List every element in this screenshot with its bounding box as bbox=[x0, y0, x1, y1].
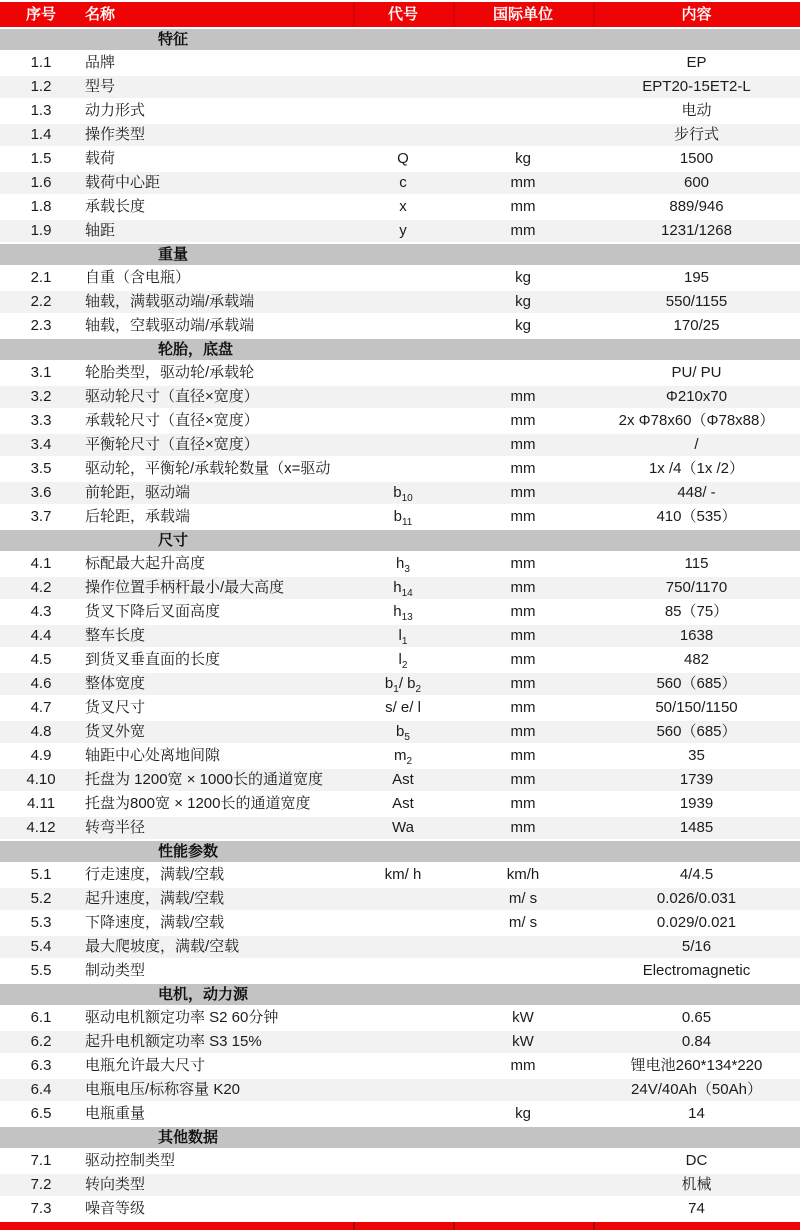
cell-value: 35 bbox=[688, 747, 705, 764]
cell-unit bbox=[453, 1079, 593, 1101]
cell-name: 驱动轮尺寸（直径×宽度） bbox=[85, 388, 259, 405]
cell-symbol: Q bbox=[397, 150, 409, 167]
cell-name: 驱动轮，平衡轮/承载轮数量（x=驱动 bbox=[85, 460, 331, 477]
footer-bar bbox=[0, 1222, 800, 1230]
cell-symbol: $b_1/$ $b_2$ bbox=[384, 675, 422, 695]
cell-index: 3.6 bbox=[30, 484, 52, 501]
cell-name: 轮胎类型，驱动轮/承载轮 bbox=[85, 364, 255, 381]
cell-symbol bbox=[353, 912, 453, 934]
cell-value: 1739 bbox=[679, 771, 714, 788]
cell-name: 驱动控制类型 bbox=[85, 1152, 176, 1169]
cell-value: 步行式 bbox=[673, 126, 719, 143]
cell-name: 托盘为 1200宽 × 1000长的通道宽度 bbox=[85, 771, 324, 788]
cell-value: 550/1155 bbox=[665, 293, 728, 310]
cell-name: 电瓶电压/标称容量 K20 bbox=[85, 1081, 241, 1098]
cell-unit: mm bbox=[510, 795, 536, 812]
cell-unit bbox=[453, 1174, 593, 1196]
header-divider bbox=[453, 2, 455, 27]
cell-name: 整车长度 bbox=[85, 627, 146, 644]
spec-row bbox=[0, 386, 800, 408]
cell-index: 6.3 bbox=[30, 1057, 52, 1074]
spec-row bbox=[0, 1079, 800, 1101]
spec-row bbox=[0, 1055, 800, 1077]
cell-name: 自重（含电瓶） bbox=[85, 269, 191, 286]
cell-unit: mm bbox=[510, 747, 536, 764]
cell-symbol bbox=[353, 1007, 453, 1029]
spec-row bbox=[0, 793, 800, 815]
cell-unit bbox=[453, 1198, 593, 1220]
cell-index: 4.10 bbox=[26, 771, 56, 788]
cell-name: 前轮距，驱动端 bbox=[85, 484, 191, 501]
cell-symbol bbox=[353, 888, 453, 910]
cell-value: 560（685） bbox=[656, 675, 737, 692]
cell-name: 货叉下降后叉面高度 bbox=[85, 603, 221, 620]
cell-name: 噪音等级 bbox=[85, 1200, 146, 1217]
cell-index: 4.12 bbox=[26, 819, 56, 836]
footer-divider bbox=[593, 1222, 595, 1230]
footer-divider bbox=[353, 1222, 355, 1230]
cell-name: 行走速度，满载/空载 bbox=[85, 866, 225, 883]
cell-symbol: Wa bbox=[392, 819, 414, 836]
cell-index: 7.2 bbox=[30, 1176, 52, 1193]
cell-unit: mm bbox=[510, 771, 536, 788]
cell-symbol: $b_{10}$ bbox=[393, 484, 413, 504]
cell-symbol: $b_5$ bbox=[396, 723, 410, 743]
spec-row bbox=[0, 864, 800, 886]
cell-name: 起升电机额定功率 S3 15% bbox=[85, 1033, 262, 1050]
cell-name: 起升速度，满载/空载 bbox=[85, 890, 225, 907]
header-divider bbox=[353, 2, 355, 27]
cell-name: 轴距 bbox=[85, 222, 116, 239]
spec-row bbox=[0, 434, 800, 456]
cell-unit: mm bbox=[510, 579, 536, 596]
table-body bbox=[0, 29, 800, 1222]
spec-row bbox=[0, 577, 800, 599]
section-header: 轮胎，底盘 bbox=[0, 339, 800, 360]
cell-unit: mm bbox=[510, 1057, 536, 1074]
cell-name: 托盘为800宽 × 1200长的通道宽度 bbox=[85, 795, 311, 812]
cell-unit: mm bbox=[510, 508, 536, 525]
cell-symbol: Ast bbox=[392, 795, 414, 812]
cell-symbol: $h_3$ bbox=[396, 555, 410, 575]
cell-value: 0.84 bbox=[681, 1033, 712, 1050]
cell-index: 6.4 bbox=[30, 1081, 52, 1098]
cell-symbol bbox=[353, 386, 453, 408]
cell-symbol: $m_2$ bbox=[393, 747, 413, 767]
cell-index: 7.3 bbox=[30, 1200, 52, 1217]
spec-row bbox=[0, 553, 800, 575]
cell-value: 482 bbox=[683, 651, 710, 668]
cell-symbol bbox=[353, 1150, 453, 1172]
section-header: 其他数据 bbox=[0, 1127, 800, 1148]
cell-index: 4.11 bbox=[26, 795, 56, 812]
cell-symbol bbox=[353, 936, 453, 958]
spec-row bbox=[0, 1007, 800, 1029]
cell-value: 115 bbox=[684, 555, 709, 572]
spec-row bbox=[0, 52, 800, 74]
cell-value: Φ210x70 bbox=[665, 388, 728, 405]
cell-symbol bbox=[353, 434, 453, 456]
spec-row bbox=[0, 912, 800, 934]
cell-unit bbox=[453, 936, 593, 958]
cell-unit: kW bbox=[512, 1009, 534, 1026]
cell-symbol bbox=[353, 1198, 453, 1220]
cell-value: 1939 bbox=[679, 795, 714, 812]
cell-unit: mm bbox=[510, 388, 536, 405]
cell-unit: mm bbox=[510, 699, 536, 716]
cell-unit: mm bbox=[510, 819, 536, 836]
cell-value: / bbox=[694, 436, 699, 453]
cell-value: 1485 bbox=[679, 819, 714, 836]
spec-row bbox=[0, 769, 800, 791]
cell-index: 1.2 bbox=[30, 78, 52, 95]
spec-row bbox=[0, 148, 800, 170]
cell-index: 1.4 bbox=[30, 126, 52, 143]
cell-name: 轴距中心处离地间隙 bbox=[85, 747, 221, 764]
cell-unit: mm bbox=[510, 174, 536, 191]
cell-unit: mm bbox=[510, 651, 536, 668]
cell-unit: mm bbox=[510, 627, 536, 644]
spec-row bbox=[0, 1174, 800, 1196]
cell-unit bbox=[453, 1150, 593, 1172]
cell-value: 750/1170 bbox=[665, 579, 728, 596]
cell-symbol bbox=[353, 52, 453, 74]
cell-index: 5.5 bbox=[30, 962, 52, 979]
spec-row bbox=[0, 124, 800, 146]
cell-name: 货叉尺寸 bbox=[85, 699, 146, 716]
cell-name: 载荷中心距 bbox=[85, 174, 161, 191]
cell-index: 6.2 bbox=[30, 1033, 52, 1050]
spec-row bbox=[0, 649, 800, 671]
cell-name: 载荷 bbox=[85, 150, 116, 167]
cell-unit: mm bbox=[510, 222, 536, 239]
cell-index: 5.4 bbox=[30, 938, 52, 955]
cell-unit: mm bbox=[510, 603, 536, 620]
cell-index: 5.1 bbox=[30, 866, 52, 883]
cell-value: 74 bbox=[688, 1200, 705, 1217]
cell-index: 6.1 bbox=[30, 1009, 52, 1026]
footer-divider bbox=[453, 1222, 455, 1230]
cell-index: 3.4 bbox=[30, 436, 52, 453]
cell-index: 1.3 bbox=[30, 102, 52, 119]
cell-symbol: $h_{14}$ bbox=[393, 579, 413, 599]
cell-name: 制动类型 bbox=[85, 962, 146, 979]
cell-unit bbox=[453, 52, 593, 74]
cell-symbol: $b_{11}$ bbox=[393, 508, 413, 528]
cell-index: 1.6 bbox=[30, 174, 52, 191]
cell-index: 4.6 bbox=[30, 675, 52, 692]
cell-name: 电瓶重量 bbox=[85, 1105, 146, 1122]
cell-symbol bbox=[353, 1103, 453, 1125]
cell-unit: kW bbox=[512, 1033, 534, 1050]
cell-name: 转弯半径 bbox=[85, 819, 146, 836]
cell-unit bbox=[453, 100, 593, 122]
cell-symbol bbox=[353, 100, 453, 122]
col-header-unit: 国际单位 bbox=[492, 6, 553, 23]
cell-name: 轴载，满载驱动端/承载端 bbox=[85, 293, 255, 310]
cell-index: 4.2 bbox=[30, 579, 52, 596]
cell-unit bbox=[453, 960, 593, 982]
cell-symbol bbox=[353, 1174, 453, 1196]
cell-symbol bbox=[353, 291, 453, 313]
spec-row bbox=[0, 458, 800, 480]
cell-value: 1500 bbox=[679, 150, 714, 167]
cell-value: 锂电池260*134*220 bbox=[630, 1057, 763, 1074]
cell-value: 170/25 bbox=[673, 317, 720, 334]
spec-row bbox=[0, 888, 800, 910]
cell-symbol: Ast bbox=[392, 771, 414, 788]
cell-name: 轴载，空载驱动端/承载端 bbox=[85, 317, 255, 334]
spec-row bbox=[0, 625, 800, 647]
cell-unit bbox=[453, 362, 593, 384]
cell-index: 7.1 bbox=[30, 1152, 52, 1169]
cell-unit: mm bbox=[510, 436, 536, 453]
cell-value: EPT20-15ET2-L bbox=[642, 78, 751, 95]
cell-unit: km/h bbox=[506, 866, 540, 883]
cell-name: 承载轮尺寸（直径×宽度） bbox=[85, 412, 259, 429]
cell-symbol: s/ e/ l bbox=[385, 699, 421, 716]
cell-symbol: $h_{13}$ bbox=[393, 603, 413, 623]
cell-name: 后轮距，承载端 bbox=[85, 508, 191, 525]
cell-unit: kg bbox=[515, 150, 531, 167]
spec-row bbox=[0, 76, 800, 98]
cell-value: 5/16 bbox=[681, 938, 712, 955]
cell-value: 50/150/1150 bbox=[655, 699, 738, 716]
section-header: 特征 bbox=[0, 29, 800, 50]
cell-value: 0.026/0.031 bbox=[656, 890, 737, 907]
cell-index: 1.9 bbox=[30, 222, 52, 239]
cell-index: 4.4 bbox=[30, 627, 52, 644]
cell-name: 标配最大起升高度 bbox=[85, 555, 206, 572]
cell-symbol: $l_1$ bbox=[398, 627, 408, 647]
cell-symbol: c bbox=[399, 174, 407, 191]
col-header-symbol: 代号 bbox=[387, 6, 418, 23]
cell-name: 到货叉垂直面的长度 bbox=[85, 651, 221, 668]
spec-row bbox=[0, 172, 800, 194]
cell-value: 448/ - bbox=[677, 484, 716, 501]
cell-index: 1.1 bbox=[30, 54, 52, 71]
cell-name: 操作类型 bbox=[85, 126, 146, 143]
cell-name: 型号 bbox=[85, 78, 116, 95]
cell-name: 下降速度，满载/空载 bbox=[85, 914, 225, 931]
cell-unit: mm bbox=[510, 198, 536, 215]
cell-index: 3.2 bbox=[30, 388, 52, 405]
spec-row bbox=[0, 817, 800, 839]
cell-name: 操作位置手柄杆最小/最大高度 bbox=[85, 579, 285, 596]
cell-index: 2.1 bbox=[30, 269, 52, 286]
cell-unit: mm bbox=[510, 460, 536, 477]
cell-name: 承载长度 bbox=[85, 198, 146, 215]
cell-unit: kg bbox=[515, 1105, 531, 1122]
spec-row bbox=[0, 196, 800, 218]
cell-index: 2.2 bbox=[30, 293, 52, 310]
cell-symbol bbox=[353, 76, 453, 98]
cell-symbol bbox=[353, 1031, 453, 1053]
spec-row bbox=[0, 1198, 800, 1220]
cell-index: 3.5 bbox=[30, 460, 52, 477]
cell-index: 3.1 bbox=[30, 364, 52, 381]
spec-row bbox=[0, 482, 800, 504]
cell-unit: mm bbox=[510, 484, 536, 501]
spec-row bbox=[0, 362, 800, 384]
col-header-name: 名称 bbox=[85, 6, 116, 23]
cell-index: 4.3 bbox=[30, 603, 52, 620]
spec-row bbox=[0, 601, 800, 623]
cell-symbol bbox=[353, 960, 453, 982]
cell-name: 电瓶允许最大尺寸 bbox=[85, 1057, 206, 1074]
cell-symbol: $l_2$ bbox=[398, 651, 408, 671]
cell-value: 0.029/0.021 bbox=[656, 914, 737, 931]
cell-symbol bbox=[353, 458, 453, 480]
section-header: 尺寸 bbox=[0, 530, 800, 551]
spec-row bbox=[0, 697, 800, 719]
cell-value: 195 bbox=[683, 269, 710, 286]
cell-unit: m/ s bbox=[508, 890, 538, 907]
cell-index: 4.7 bbox=[30, 699, 52, 716]
cell-value: 1638 bbox=[679, 627, 714, 644]
col-header-value: 内容 bbox=[681, 6, 712, 23]
spec-row bbox=[0, 267, 800, 289]
cell-index: 4.5 bbox=[30, 651, 52, 668]
spec-row bbox=[0, 220, 800, 242]
cell-name: 货叉外宽 bbox=[85, 723, 146, 740]
section-header: 重量 bbox=[0, 244, 800, 265]
cell-index: 4.8 bbox=[30, 723, 52, 740]
cell-unit: mm bbox=[510, 675, 536, 692]
cell-unit: kg bbox=[515, 293, 531, 310]
cell-value: 1231/1268 bbox=[661, 222, 732, 239]
cell-unit: kg bbox=[515, 317, 531, 334]
cell-unit: mm bbox=[510, 412, 536, 429]
cell-name: 最大爬坡度，满载/空载 bbox=[85, 938, 240, 955]
cell-value: 85（75） bbox=[664, 603, 729, 620]
cell-symbol bbox=[353, 124, 453, 146]
spec-row bbox=[0, 745, 800, 767]
cell-index: 1.5 bbox=[30, 150, 52, 167]
cell-name: 整体宽度 bbox=[85, 675, 146, 692]
cell-value: EP bbox=[686, 54, 707, 71]
spec-row bbox=[0, 100, 800, 122]
cell-unit bbox=[453, 124, 593, 146]
col-header-index: 序号 bbox=[25, 6, 56, 23]
spec-row bbox=[0, 1031, 800, 1053]
cell-index: 4.9 bbox=[30, 747, 52, 764]
spec-row bbox=[0, 506, 800, 528]
cell-name: 平衡轮尺寸（直径×宽度） bbox=[85, 436, 259, 453]
cell-name: 品牌 bbox=[85, 54, 116, 71]
cell-value: 600 bbox=[683, 174, 710, 191]
cell-value: 14 bbox=[688, 1105, 705, 1122]
cell-value: 24V/40Ah（50Ah） bbox=[631, 1081, 762, 1098]
cell-value: 410（535） bbox=[656, 508, 737, 525]
cell-name: 动力形式 bbox=[85, 102, 146, 119]
cell-value: 4/4.5 bbox=[679, 866, 714, 883]
cell-symbol: km/ h bbox=[384, 866, 422, 883]
cell-value: PU/ PU bbox=[671, 364, 722, 381]
cell-index: 2.3 bbox=[30, 317, 52, 334]
cell-value: 2x Φ78x60（Φ78x88） bbox=[618, 412, 775, 429]
cell-symbol bbox=[353, 410, 453, 432]
cell-value: 电动 bbox=[681, 102, 712, 119]
spec-row bbox=[0, 410, 800, 432]
cell-name: 驱动电机额定功率 S2 60分钟 bbox=[85, 1009, 279, 1026]
cell-index: 4.1 bbox=[30, 555, 52, 572]
spec-row bbox=[0, 315, 800, 337]
cell-unit: mm bbox=[510, 555, 536, 572]
cell-symbol bbox=[353, 362, 453, 384]
section-header: 电机，动力源 bbox=[0, 984, 800, 1005]
cell-symbol: y bbox=[399, 222, 407, 239]
cell-value: 机械 bbox=[681, 1176, 712, 1193]
cell-value: DC bbox=[685, 1152, 708, 1169]
cell-value: 560（685） bbox=[656, 723, 737, 740]
spec-row bbox=[0, 291, 800, 313]
cell-symbol bbox=[353, 1055, 453, 1077]
cell-unit: m/ s bbox=[508, 914, 538, 931]
cell-index: 5.3 bbox=[30, 914, 52, 931]
cell-index: 1.8 bbox=[30, 198, 52, 215]
cell-index: 5.2 bbox=[30, 890, 52, 907]
cell-unit bbox=[453, 76, 593, 98]
spec-row bbox=[0, 1150, 800, 1172]
spec-row bbox=[0, 721, 800, 743]
cell-unit: mm bbox=[510, 723, 536, 740]
spec-row bbox=[0, 960, 800, 982]
cell-index: 6.5 bbox=[30, 1105, 52, 1122]
cell-symbol bbox=[353, 267, 453, 289]
cell-name: 转向类型 bbox=[85, 1176, 146, 1193]
spec-row bbox=[0, 1103, 800, 1125]
section-header: 性能参数 bbox=[0, 841, 800, 862]
table-header bbox=[0, 2, 800, 27]
cell-value: Electromagnetic bbox=[642, 962, 751, 979]
cell-symbol bbox=[353, 1079, 453, 1101]
cell-symbol: x bbox=[399, 198, 407, 215]
cell-value: 0.65 bbox=[681, 1009, 712, 1026]
cell-index: 3.3 bbox=[30, 412, 52, 429]
cell-index: 3.7 bbox=[30, 508, 52, 525]
cell-value: 1x /4（1x /2） bbox=[648, 460, 745, 477]
cell-unit: kg bbox=[515, 269, 531, 286]
spec-row bbox=[0, 936, 800, 958]
cell-value: 889/946 bbox=[669, 198, 724, 215]
cell-symbol bbox=[353, 315, 453, 337]
header-divider bbox=[593, 2, 595, 27]
spec-row bbox=[0, 673, 800, 695]
